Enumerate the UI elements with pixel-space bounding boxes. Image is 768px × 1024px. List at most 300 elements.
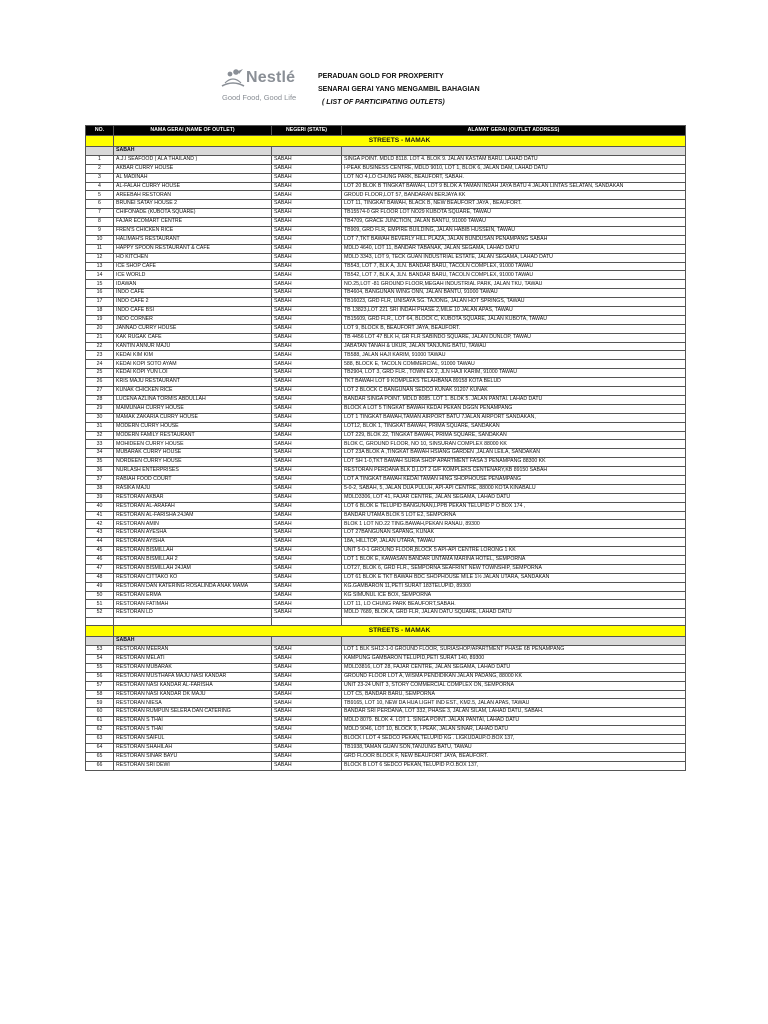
outlet-name: RESTORAN MELATI xyxy=(114,654,272,663)
outlet-address: NO.25,LOT -81 GROUND FLOOR,MEGAH INDUSTRIAL PARK, JALAN TKU, TAWAU xyxy=(342,280,686,289)
row-number: 17 xyxy=(86,298,114,307)
outlet-address: TB543, LOT 7, BLK A, JLN. BANDAR BARU, TACOLN COMPLEX, 91000 TAWAU xyxy=(342,262,686,271)
outlet-state: SABAH xyxy=(272,743,342,752)
row-number: 33 xyxy=(86,440,114,449)
table-row xyxy=(86,681,686,690)
outlet-name: HO KITCHEN xyxy=(114,253,272,262)
outlet-name: CHIFONADE (KUBOTA SQUARE) xyxy=(114,209,272,218)
outlet-address: BLOCK A LOT 5 TINGKAT BAWAH KEDAI PEKAN DGGN PENAMPANG xyxy=(342,404,686,413)
outlet-address: LOT 229, BLOK 22, TINGKAT BAWAH, PRIMA SQUARE, SANDAKAN xyxy=(342,431,686,440)
nest-bird-icon xyxy=(220,66,246,90)
document-header xyxy=(220,66,620,114)
outlet-address: MDLD 9046, LOT 10, BLOCK 9, I-PEAK, JALAN SINAR, LAHAD DATU xyxy=(342,726,686,735)
table-row xyxy=(86,690,686,699)
outlet-address: 18A, HILLTOP, JALAN UTARA, TAWAU xyxy=(342,538,686,547)
outlet-address: TB4604, BANGUNAN WING ONN, JALAN BANTU, 91000 TAWAU xyxy=(342,289,686,298)
table-row xyxy=(86,404,686,413)
outlet-address: LOT 7,TKT BAWAH BEVERLY HILL PLAZA, JALAN BUNDUSAN PENAMPANG SABAH xyxy=(342,235,686,244)
outlet-state: SABAH xyxy=(272,315,342,324)
table-header-row xyxy=(86,126,686,136)
table-row xyxy=(86,458,686,467)
outlet-name: KANTIN ANNUR MAJU xyxy=(114,342,272,351)
row-number: 21 xyxy=(86,333,114,342)
row-number: 61 xyxy=(86,717,114,726)
outlet-name: RABIAH FOOD COURT xyxy=(114,475,272,484)
outlet-address: BLOK 1 LOT NO.22 TING.BAWAH,PEKAN RANAU, 89300 xyxy=(342,520,686,529)
region-blank xyxy=(86,637,114,646)
outlet-address: LOT 1 BLOK E, KAWASAN BANDAR UNTAMA MARINA HOTEL, SEMPORNA xyxy=(342,555,686,564)
outlet-state: SABAH xyxy=(272,324,342,333)
outlet-name: INDO CORNER xyxy=(114,315,272,324)
spacer-cell xyxy=(342,618,686,626)
row-number: 52 xyxy=(86,609,114,618)
outlet-state: SABAH xyxy=(272,227,342,236)
outlet-address: TB2904, LOT 3, GRD FLR., TOWN EX 2, JLN HAJI KARIM, 91000 TAWAU xyxy=(342,369,686,378)
outlet-state: SABAH xyxy=(272,547,342,556)
outlet-state: SABAH xyxy=(272,555,342,564)
outlet-state: SABAH xyxy=(272,404,342,413)
outlet-state: SABAH xyxy=(272,609,342,618)
outlet-state: SABAH xyxy=(272,280,342,289)
table-row xyxy=(86,235,686,244)
table-row xyxy=(86,520,686,529)
outlet-name: RESTORAN AYESHA xyxy=(114,529,272,538)
outlet-address: KG.GAMBARON 11,PETI SURAT 183TELUPID, 89300 xyxy=(342,582,686,591)
row-number: 45 xyxy=(86,547,114,556)
outlet-state: SABAH xyxy=(272,244,342,253)
outlet-state: SABAH xyxy=(272,646,342,655)
outlet-name: RESTORAN NASI KANDAR AL-FARISHA xyxy=(114,681,272,690)
outlet-state: SABAH xyxy=(272,333,342,342)
outlet-address: BLOK C, GROUND FLOOR, NO 10, SINSURAN COMPLEX 88000 KK xyxy=(342,440,686,449)
outlet-state: SABAH xyxy=(272,681,342,690)
outlet-state: SABAH xyxy=(272,726,342,735)
section-title-row xyxy=(86,136,686,147)
outlet-address: LOT 20 BLOK B TINGKAT BAWAH, LOT 9 BLOK A TAMAN INDAH JAYA BATU 4 JALAN LINTAS SELATAN, SANDAKAN xyxy=(342,182,686,191)
outlet-address: MDLD 3343, LOT 9, TECK GUAN INDUSTRIAL ESTATE, JALAN SEGAMA, LAHAD DATU xyxy=(342,253,686,262)
outlet-name: HALIMAH'S RESTAURANT xyxy=(114,235,272,244)
outlet-name: RESTORAN S THAI xyxy=(114,717,272,726)
column-header-no: NO. xyxy=(86,126,114,136)
outlet-address: MDLD3306, LOT 41, FAJAR CENTRE, JALAN SEGAMA, LAHAD DATU xyxy=(342,493,686,502)
outlet-address: BANDAR SINGA POINT. MDLD 8085. LOT 1. BLOK 5. JALAN PANTAI. LAHAD DATU xyxy=(342,395,686,404)
outlet-state: SABAH xyxy=(272,735,342,744)
table-row xyxy=(86,387,686,396)
outlet-name: BRUNEI SATAY HOUSE 2 xyxy=(114,200,272,209)
outlet-name: RESTORAN S THAI xyxy=(114,726,272,735)
row-number: 24 xyxy=(86,360,114,369)
table-row xyxy=(86,431,686,440)
outlet-name: KRIS MAJU RESTAURANT xyxy=(114,378,272,387)
table-row xyxy=(86,360,686,369)
outlet-name: NORDEEN CURRY HOUSE xyxy=(114,458,272,467)
outlet-address: LOT27, BLOK 6, GRD FLR., SEMPORNA SEAFRINT NEW TOWNSHIP, SEMPORNA xyxy=(342,564,686,573)
table-row xyxy=(86,182,686,191)
outlet-name: MAIMUNAH CURRY HOUSE xyxy=(114,404,272,413)
outlet-name: RESTORAN BISMILLAH 2 xyxy=(114,555,272,564)
outlet-state: SABAH xyxy=(272,200,342,209)
table-row xyxy=(86,378,686,387)
outlet-name: FREN'S CHICKEN RICE xyxy=(114,227,272,236)
outlet-name: RESTORAN AL-FARISHA 24JAM xyxy=(114,511,272,520)
table-row xyxy=(86,591,686,600)
row-number: 19 xyxy=(86,315,114,324)
outlet-state: SABAH xyxy=(272,520,342,529)
table-row xyxy=(86,369,686,378)
outlet-name: RESTORAN LD xyxy=(114,609,272,618)
outlet-address: LOT 2 BLOCK C BANGUNAN SEDCO KUNAK 91207 KUNAK xyxy=(342,387,686,396)
outlet-address: LOT C5, BANDAR BARU, SEMPORNA xyxy=(342,690,686,699)
outlet-state: SABAH xyxy=(272,573,342,582)
outlet-address: TB4709, GRACE JUNCTION, JALAN BANTU, 91000 TAWAU xyxy=(342,218,686,227)
outlet-name: RESTORAN MEERAN xyxy=(114,646,272,655)
outlet-name: RESTORAN SHAHILAH xyxy=(114,743,272,752)
outlet-address: TB 13823,LOT 221 SRI INDAH PHASE 2,MILE 10 JALAN APAS, TAWAU xyxy=(342,307,686,316)
outlet-state: SABAH xyxy=(272,672,342,681)
spacer-cell xyxy=(114,618,272,626)
outlet-name: RESTORAN NASI KANDAR DK MAJU xyxy=(114,690,272,699)
outlet-address: TB15574-0 GR FLOOR LOT NO29 KUBOTA SQUARE, TAWAU xyxy=(342,209,686,218)
column-header-address: ALAMAT GERAI (OUTLET ADDRESS) xyxy=(342,126,686,136)
row-number: 8 xyxy=(86,218,114,227)
outlet-name: MODERN FAMILY RESTAURANT xyxy=(114,431,272,440)
row-number: 40 xyxy=(86,502,114,511)
brand-tagline: Good Food, Good Life xyxy=(222,93,297,102)
row-number: 11 xyxy=(86,244,114,253)
outlet-name: RESTORAN ERMA xyxy=(114,591,272,600)
outlet-name: RASIKA MAJU xyxy=(114,484,272,493)
outlet-address: LOT A TINGKAT BAWAH KEDAI TAMAN HING SHOPHOUSE PENAMPANG xyxy=(342,475,686,484)
outlet-state: SABAH xyxy=(272,351,342,360)
outlet-name: RESTORAN MUBARAK xyxy=(114,663,272,672)
outlet-address: LOT 6 BLOK E TELUPID BANGUNAN,LPPB PEKAN TELUPID P O BOX 174 , xyxy=(342,502,686,511)
table-row xyxy=(86,155,686,164)
outlet-address: RESTORAN PERDANA BLK D,LOT 2 G/F KOMPLEKS CENTENARY,KB 89150 SABAH xyxy=(342,467,686,476)
row-number: 4 xyxy=(86,182,114,191)
outlet-address: TB 4456 LOT 47 BLK H, GR FLR SABINDO SQUARE, JALAN DUNLOP, TAWAU xyxy=(342,333,686,342)
outlet-state: SABAH xyxy=(272,173,342,182)
region-blank xyxy=(342,147,686,156)
row-number: 3 xyxy=(86,173,114,182)
outlet-address: BANDAR SRI PERDANA, LOT 332, PHASE 3, JALAN SILAM, LAHAD DATU, SABAH. xyxy=(342,708,686,717)
outlet-address: KG SIMUNUL ICE BOX, SEMPORNA xyxy=(342,591,686,600)
outlet-state: SABAH xyxy=(272,209,342,218)
table-row xyxy=(86,333,686,342)
outlet-state: SABAH xyxy=(272,387,342,396)
outlet-state: SABAH xyxy=(272,663,342,672)
outlet-name: RESTORAN BISMILLAH 24JAM xyxy=(114,564,272,573)
outlet-state: SABAH xyxy=(272,298,342,307)
table-row xyxy=(86,289,686,298)
outlet-state: SABAH xyxy=(272,235,342,244)
region-blank xyxy=(272,637,342,646)
outlet-name: KAK RUGAK CAFÉ xyxy=(114,333,272,342)
table-body xyxy=(86,136,686,771)
outlet-state: SABAH xyxy=(272,369,342,378)
row-number: 32 xyxy=(86,431,114,440)
row-number: 22 xyxy=(86,342,114,351)
outlet-name: RESTORAN AL-ARAFAH xyxy=(114,502,272,511)
outlet-name: AREEBAH RESTORAN xyxy=(114,191,272,200)
column-header-outlet-name: NAMA GERAI (NAME OF OUTLET) xyxy=(114,126,272,136)
table-row xyxy=(86,493,686,502)
outlet-address: I-PEAK BUSINESS CENTRE, MDLD 9010, LOT 1, BLOK 6, JALAN DAM, LAHAD DATU xyxy=(342,164,686,173)
outlet-address: TB909, GRD FLR, EMPIRE BUILDING, JALAN HABIB HUSSEIN, TAWAU xyxy=(342,227,686,236)
outlet-state: SABAH xyxy=(272,191,342,200)
row-number: 28 xyxy=(86,395,114,404)
outlet-name: KEDAI KOPI SOTO AYAM xyxy=(114,360,272,369)
row-number: 35 xyxy=(86,458,114,467)
outlet-state: SABAH xyxy=(272,761,342,770)
outlet-state: SABAH xyxy=(272,155,342,164)
table-row xyxy=(86,262,686,271)
row-number: 15 xyxy=(86,280,114,289)
outlet-name: MAMAK ZAKARIA CURRY HOUSE xyxy=(114,413,272,422)
outlet-name: KEDAI KIM KIM xyxy=(114,351,272,360)
row-number: 7 xyxy=(86,209,114,218)
row-number: 2 xyxy=(86,164,114,173)
row-number: 14 xyxy=(86,271,114,280)
row-number: 38 xyxy=(86,484,114,493)
row-number: 16 xyxy=(86,289,114,298)
table-row xyxy=(86,699,686,708)
table-row xyxy=(86,280,686,289)
table-row xyxy=(86,582,686,591)
row-number: 59 xyxy=(86,699,114,708)
title-line-3: ( LIST OF PARTICIPATING OUTLETS) xyxy=(322,99,445,106)
outlet-name: RESTORAN BISMILLAH xyxy=(114,547,272,556)
outlet-name: RESTORAN FATIMAH xyxy=(114,600,272,609)
outlet-state: SABAH xyxy=(272,218,342,227)
outlet-address: 588, BLOCK E, TACOLN COMMERCIAL, 91000 TAWAU xyxy=(342,360,686,369)
outlet-name: LUCENA AZLINA TORMIS ABDULLAH xyxy=(114,395,272,404)
row-number: 37 xyxy=(86,475,114,484)
section-title-blank xyxy=(86,136,114,147)
outlet-address: LOT SH 1-0,TKT BAWAH SURIA SHOP APARTMENT FASA 3 PENAMPANG 88300 KK xyxy=(342,458,686,467)
outlet-state: SABAH xyxy=(272,342,342,351)
outlet-address: LOT NO 4,LO CHUNG PARK, BEAUFORT, SABAH. xyxy=(342,173,686,182)
row-number: 36 xyxy=(86,467,114,476)
region-blank xyxy=(86,147,114,156)
row-number: 47 xyxy=(86,564,114,573)
outlet-address: MDLD 7689, BLOK A, GRD FLR, JALAN DATU SQUARE, LAHAD DATU xyxy=(342,609,686,618)
outlet-address: GRD FLOOR BLOCK F, NEW BEAUFORT JAYA, BEAUFORT. xyxy=(342,752,686,761)
outlet-address: LOT 61 BLOK E TKT BAWAH BDC SHOPHOUSE MILE 1½ JALAN UTARA, SANDAKAN xyxy=(342,573,686,582)
row-number: 60 xyxy=(86,708,114,717)
table-row xyxy=(86,271,686,280)
region-label: SABAH xyxy=(114,637,272,646)
section-title: STREETS - MAMAK xyxy=(114,626,686,637)
row-number: 50 xyxy=(86,591,114,600)
outlet-address: LOT12, BLOK 1, TINGKAT BAWAH, PRIMA SQUARE, SANDAKAN xyxy=(342,422,686,431)
row-number: 27 xyxy=(86,387,114,396)
table-row xyxy=(86,708,686,717)
region-row xyxy=(86,637,686,646)
row-number: 63 xyxy=(86,735,114,744)
table-row xyxy=(86,573,686,582)
outlet-state: SABAH xyxy=(272,449,342,458)
outlet-state: SABAH xyxy=(272,529,342,538)
table-row xyxy=(86,395,686,404)
row-number: 53 xyxy=(86,646,114,655)
outlet-state: SABAH xyxy=(272,654,342,663)
outlet-address: TB9165, LOT 10, NEW DA HUA LIGHT IND EST., KM2.5, JALAN APAS, TAWAU xyxy=(342,699,686,708)
table-row xyxy=(86,475,686,484)
outlet-address: TKT BAWAH LOT 9 KOMPLEKS TELAHBANA 89158 KOTA BELUD xyxy=(342,378,686,387)
outlet-name: MUBARAK CURRY HOUSE xyxy=(114,449,272,458)
table-row xyxy=(86,654,686,663)
outlet-address: BLOCK I LOT 4 SEDCO PEKAN,TELUPID KG . LIGKUDAUP.O.BOX 137, xyxy=(342,735,686,744)
row-number: 13 xyxy=(86,262,114,271)
title-line-1: PERADUAN GOLD FOR PROXPERITY xyxy=(318,73,444,80)
outlet-name: RESTORAN CITTAKO KO xyxy=(114,573,272,582)
region-label: SABAH xyxy=(114,147,272,156)
outlet-state: SABAH xyxy=(272,378,342,387)
outlet-address: LOT 11, TINGKAT BAWAH, BLACK B, NEW BEAUFORT JAYA , BEAUFORT. xyxy=(342,200,686,209)
outlet-table xyxy=(85,125,686,771)
row-number: 66 xyxy=(86,761,114,770)
outlet-name: FAJAR ECOMART CENTRE xyxy=(114,218,272,227)
row-number: 30 xyxy=(86,413,114,422)
outlet-state: SABAH xyxy=(272,564,342,573)
table-row xyxy=(86,743,686,752)
row-number: 10 xyxy=(86,235,114,244)
outlet-name: INDO CAFE BSI xyxy=(114,307,272,316)
outlet-state: SABAH xyxy=(272,475,342,484)
section-title-blank xyxy=(86,626,114,637)
outlet-name: RESTORAN DAN KATERING ROSALINDA ANAK MAMA xyxy=(114,582,272,591)
outlet-address: JABATAN TANAH & UKUR, JALAN TANJUNG BATU, TAWAU xyxy=(342,342,686,351)
row-number: 64 xyxy=(86,743,114,752)
table-row xyxy=(86,717,686,726)
outlet-address: GROUD FLOOR,LOT 57, BANDARAN BERJAYA KK xyxy=(342,191,686,200)
table-row xyxy=(86,351,686,360)
outlet-state: SABAH xyxy=(272,690,342,699)
row-number: 6 xyxy=(86,200,114,209)
outlet-address: TB15609, GRD FLR., LOT 64, BLOCK C, KUBOTA SQUARE, JALAN KUBOTA, TAWAU xyxy=(342,315,686,324)
row-number: 41 xyxy=(86,511,114,520)
outlet-state: SABAH xyxy=(272,582,342,591)
outlet-address: LOT 11, LO CHUNG PARK BEAUFORT,SABAH. xyxy=(342,600,686,609)
table-row xyxy=(86,253,686,262)
outlet-state: SABAH xyxy=(272,431,342,440)
row-number: 42 xyxy=(86,520,114,529)
outlet-name: RESTORAN SRI DEWI xyxy=(114,761,272,770)
outlet-name: ICE WORLD xyxy=(114,271,272,280)
column-header-state: NEGERI (STATE) xyxy=(272,126,342,136)
outlet-address: LOT 1 BLK SH12-1-0 GROUND FLOOR, SURIASHOP/APARTMENT PHASE 6B PENAMPANG xyxy=(342,646,686,655)
outlet-state: SABAH xyxy=(272,422,342,431)
outlet-state: SABAH xyxy=(272,717,342,726)
outlet-state: SABAH xyxy=(272,182,342,191)
table-row xyxy=(86,440,686,449)
outlet-name: INDO CAFÉ xyxy=(114,289,272,298)
outlet-state: SABAH xyxy=(272,164,342,173)
outlet-name: RESTORAN SAIFUL xyxy=(114,735,272,744)
table-row xyxy=(86,484,686,493)
outlet-name: INDO CAFÉ 2 xyxy=(114,298,272,307)
outlet-state: SABAH xyxy=(272,289,342,298)
row-number: 20 xyxy=(86,324,114,333)
outlet-address: SINGA POINT. MDLD 8118. LOT 4. BLOK 9. JALAN KASTAM BARU. LAHAD DATU xyxy=(342,155,686,164)
outlet-name: MOHIDEEN CURRY HOUSE xyxy=(114,440,272,449)
outlet-state: SABAH xyxy=(272,262,342,271)
table-row xyxy=(86,191,686,200)
row-number: 31 xyxy=(86,422,114,431)
row-number: 44 xyxy=(86,538,114,547)
outlet-state: SABAH xyxy=(272,600,342,609)
outlet-address: LOT 1 TINGKAT BAWAH,TAMAN AIRPORT BATU 7JALAN AIRPORT SANDAKAN, xyxy=(342,413,686,422)
row-number: 55 xyxy=(86,663,114,672)
table-row xyxy=(86,511,686,520)
row-number: 1 xyxy=(86,155,114,164)
section-title-row xyxy=(86,626,686,637)
outlet-address: MDLD 4640, LOT 11, BANDAR TABANAK, JALAN SEGAMA, LAHAD DATU xyxy=(342,244,686,253)
table-row xyxy=(86,173,686,182)
outlet-address: TB1938,TAMAN GUAN SON,TANJUNG BATU, TAWAU xyxy=(342,743,686,752)
outlet-state: SABAH xyxy=(272,484,342,493)
spacer-row xyxy=(86,618,686,626)
outlet-name: RESTORAN NIESA xyxy=(114,699,272,708)
outlet-address: KAMPUNG GAMBARON TELUPID,PETI SURAT 140, 89300 xyxy=(342,654,686,663)
table-row xyxy=(86,164,686,173)
spacer-cell xyxy=(272,618,342,626)
row-number: 29 xyxy=(86,404,114,413)
row-number: 43 xyxy=(86,529,114,538)
outlet-address: LOT 9, BLOCK B, BEAUFORT JAYA, BEAUFORT. xyxy=(342,324,686,333)
outlet-address: MDLD 8079. BLOK 4. LOT 1. SINGA POINT. JALAN PANTAI, LAHAD DATU xyxy=(342,717,686,726)
region-blank xyxy=(272,147,342,156)
outlet-address: TB542, LOT 7, BLK A, JLN. BANDAR BARU, TACOLN COMPLEX, 91000 TAWAU xyxy=(342,271,686,280)
outlet-state: SABAH xyxy=(272,440,342,449)
table-row xyxy=(86,324,686,333)
outlet-name: A.J.I SEAFOOD ( ALA THAILAND ) xyxy=(114,155,272,164)
outlet-address: LOT 23A BLOK A ,TINGKAT BAWAH HSIANG GARDEN ,JALAN LEILA, SANDAKAN xyxy=(342,449,686,458)
region-row xyxy=(86,147,686,156)
title-line-2: SENARAI GERAI YANG MENGAMBIL BAHAGIAN xyxy=(318,86,480,93)
outlet-address: TB588, JALAN HAJI KARIM, 91000 TAWAU xyxy=(342,351,686,360)
outlet-name: AKBAR CURRY HOUSE xyxy=(114,164,272,173)
brand-name: Nestlé xyxy=(246,69,296,86)
table-row xyxy=(86,538,686,547)
table-row xyxy=(86,298,686,307)
outlet-name: RESTORAN SINAR BAYU xyxy=(114,752,272,761)
row-number: 49 xyxy=(86,582,114,591)
outlet-address: 5-0-2, SABAH, 5, JALAN DUA PULUH, API-API CENTRE, 88000 KOTA KINABALU xyxy=(342,484,686,493)
row-number: 51 xyxy=(86,600,114,609)
table-row xyxy=(86,467,686,476)
table-row xyxy=(86,413,686,422)
table-row xyxy=(86,209,686,218)
outlet-name: JANNAD CURRY HOUSE xyxy=(114,324,272,333)
outlet-state: SABAH xyxy=(272,591,342,600)
outlet-state: SABAH xyxy=(272,271,342,280)
table-row xyxy=(86,449,686,458)
outlet-address: BLOCK B LOT 6 SEDCO PEKAN,TELUPID P.O.BOX 137, xyxy=(342,761,686,770)
row-number: 9 xyxy=(86,227,114,236)
outlet-name: RESTORAN AYISHA xyxy=(114,538,272,547)
outlet-name: IDAWAN xyxy=(114,280,272,289)
table-row xyxy=(86,307,686,316)
table-row xyxy=(86,227,686,236)
outlet-address: LOT 27BANGUNAN SAPANG, KUNAK xyxy=(342,529,686,538)
row-number: 56 xyxy=(86,672,114,681)
row-number: 58 xyxy=(86,690,114,699)
outlet-state: SABAH xyxy=(272,360,342,369)
outlet-state: SABAH xyxy=(272,538,342,547)
outlet-name: RESTORAN RUMPUN SELERA DAN CATERING xyxy=(114,708,272,717)
outlet-name: KUNAK CHICKEN RICE xyxy=(114,387,272,396)
